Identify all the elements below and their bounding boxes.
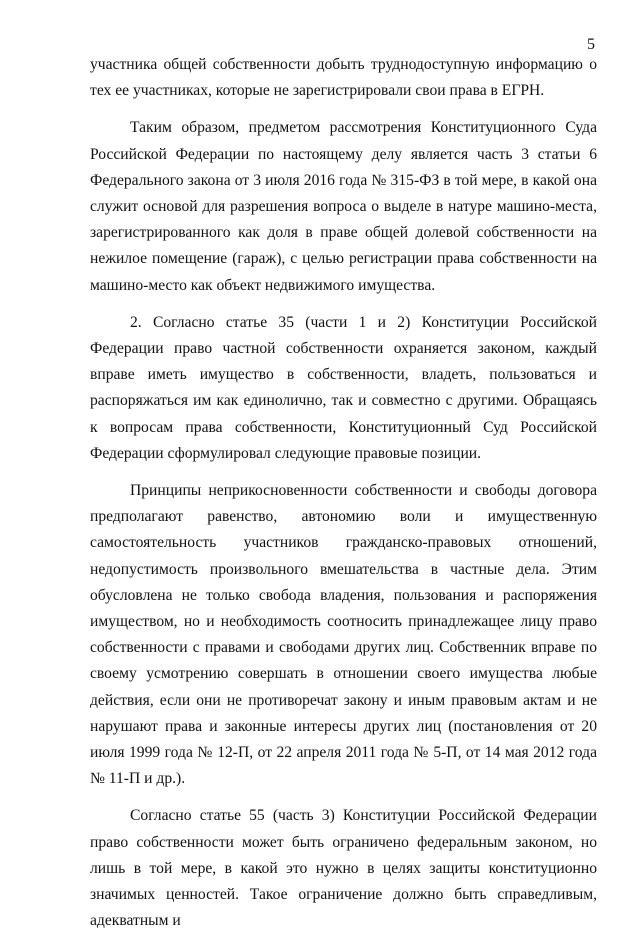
document-body (90, 52, 597, 946)
paragraph-subject-of-review: Таким образом, предметом рассмотрения Конституционного Суда Российской Федерации по настоящему делу является часть 3 статьи 6 Федерального закона от 3 июля 2016 года № 315-ФЗ в той мере, в какой она служит основой для разрешения вопроса о выделе в натуре машино-места, зарегистрированного как доля в праве общей долевой собственности на нежилое помещение (гараж), с целью регистрации права собственности на машино-место как объект недвижимого имущества. (90, 119, 597, 294)
paragraph-article-35: 2. Согласно статье 35 (части 1 и 2) Конституции Российской Федерации право частной собственности охраняется законом, каждый вправе иметь имущество в собственности, владеть, пользоваться и распоряжаться им как единолично, так и совместно с другими. Обращаясь к вопросам права собственности, Конституционный Суд Российской Федерации сформулировал следующие правовые позиции. (90, 313, 597, 462)
paragraph-principles: Принципы неприкосновенности собственности и свободы договора предполагают равенство, автономию воли и имущественную самостоятельность участников гражданско-правовых отношений, недопустимость произвольного вмешательства в частные дела. Этим обусловлена не только свобода владения, пользования и распоряжения имуществом, но и необходимость соотносить принадлежащее лицу право собственности с правами и свободами других лиц. Собственник вправе по своему усмотрению совершать в отношении своего имущества любые действия, если они не противоречат закону и иным правовым актам и не нарушают права и законные интересы других лиц (постановления от 20 июля 1999 года № 12-П, от 22 апреля 2011 года № 5-П, от 14 мая 2012 года № 11-П и др.). (90, 482, 597, 788)
paragraph-article-55: Согласно статье 55 (часть 3) Конституции Российской Федерации право собственности может быть ограничено федеральным законом, но лишь в той мере, в какой это нужно в целях защиты конституционно значимых ценностей. Такое ограничение должно быть справедливым, адекватным и (90, 807, 597, 930)
paragraph-continuation: участника общей собственности добыть труднодоступную информацию о тех ее участниках, которые не зарегистрировали свои права в ЕГРН. (90, 56, 597, 100)
page-number: 5 (587, 36, 595, 53)
